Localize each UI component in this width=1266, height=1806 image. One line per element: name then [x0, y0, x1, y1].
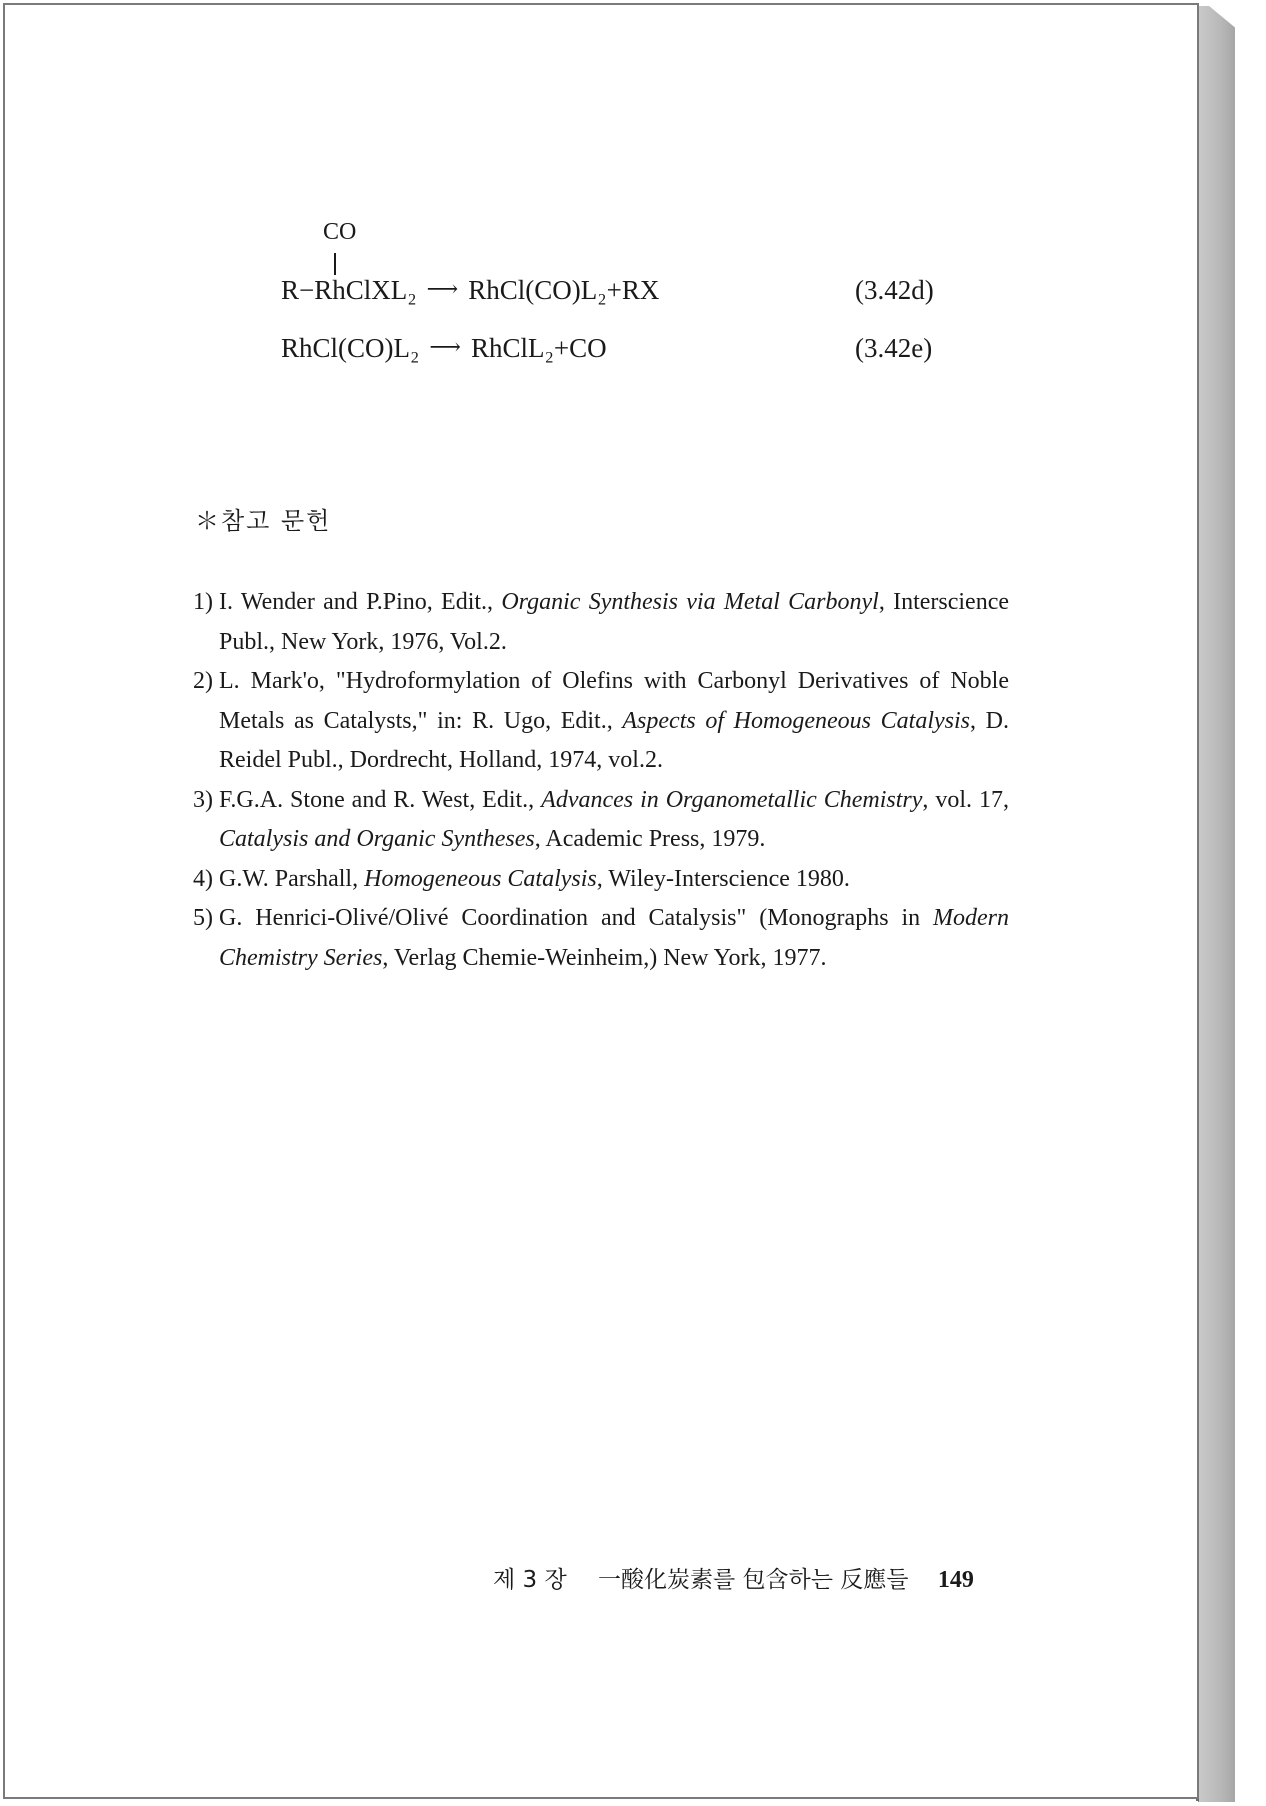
reference-text	[219, 860, 1009, 900]
reaction-arrow-icon: ⟶	[426, 276, 459, 301]
reference-volume: , vol. 17,	[922, 786, 1010, 813]
references-list	[191, 583, 1009, 978]
reference-title: Homogeneous Catalysis	[364, 865, 597, 892]
reference-item-1	[191, 583, 1009, 662]
equation-3-42e	[281, 333, 607, 364]
reference-item-2	[191, 662, 1009, 781]
reference-publisher: , Academic Press, 1979.	[534, 826, 766, 852]
reference-publisher: , Verlag Chemie-Weinheim,) New York, 1977.	[382, 944, 827, 971]
reference-number: 1)	[193, 589, 213, 615]
references-heading: ＊참고 문헌	[195, 507, 332, 535]
co-bond-line	[334, 253, 336, 275]
equation-number: (3.42e)	[855, 333, 933, 363]
reference-number: 4)	[193, 865, 213, 892]
reference-number: 5)	[193, 905, 213, 931]
reference-text	[219, 662, 1009, 781]
reference-title: Modern Chemistry Series	[219, 905, 1009, 971]
reference-publisher: , Wiley-Interscience 1980.	[596, 865, 850, 892]
reference-number: 3)	[193, 786, 213, 813]
chapter-title: 一酸化炭素를 包含하는 反應들	[598, 1567, 909, 1593]
running-footer	[493, 1561, 974, 1594]
equation-lhs: RhCl(CO)L₂	[281, 333, 420, 363]
reference-text	[219, 583, 1009, 662]
page-number: 149	[937, 1567, 974, 1593]
equation-lhs: R−RhClXL₂	[281, 275, 417, 305]
reference-text	[219, 899, 1009, 978]
reference-item-4	[191, 860, 1009, 900]
reference-publisher: , Interscience Publ., New York, 1976, Vol.2.	[219, 589, 1010, 655]
equation-number: (3.42d)	[855, 275, 934, 305]
reference-number: 2)	[193, 668, 213, 694]
reference-authors: L. Mark'o, "Hydroformylation of Olefins with Carbonyl Derivatives of Noble Metals as Catalysts," in: R. Ugo, Edit.,	[219, 668, 1009, 734]
chapter-label: 제 3 장	[493, 1567, 567, 1593]
reference-authors: I. Wender and P.Pino, Edit.,	[219, 589, 502, 615]
reference-item-3	[191, 781, 1009, 860]
equation-3-42d	[281, 275, 659, 306]
reference-text	[219, 781, 1009, 860]
reference-title: Advances in Organometallic Chemistry	[541, 786, 923, 813]
equation-rhs: RhCl(CO)L₂+RX	[468, 275, 660, 305]
reaction-arrow-icon: ⟶	[429, 334, 461, 359]
page-stack-edge	[1198, 6, 1235, 1802]
reference-title: Aspects of Homogeneous Catalysis	[622, 707, 970, 734]
reference-authors: G.W. Parshall,	[219, 865, 365, 892]
reference-title: Organic Synthesis via Metal Carbonyl	[501, 589, 879, 615]
reference-authors: G. Henrici-Olivé/Olivé Coordination and Catalysis" (Monographs in	[219, 905, 934, 931]
equation-rhs: RhClL₂+CO	[470, 333, 607, 363]
reference-publisher: , D. Reidel Publ., Dordrecht, Holland, 1974, vol.2.	[219, 707, 1009, 773]
equation-block	[281, 215, 971, 375]
document-page	[3, 3, 1199, 1799]
reference-item-5	[191, 899, 1009, 978]
reference-subtitle: Catalysis and Organic Syntheses	[219, 826, 535, 852]
co-ligand-label: CO	[323, 219, 357, 245]
reference-authors: F.G.A. Stone and R. West, Edit.,	[219, 786, 542, 813]
